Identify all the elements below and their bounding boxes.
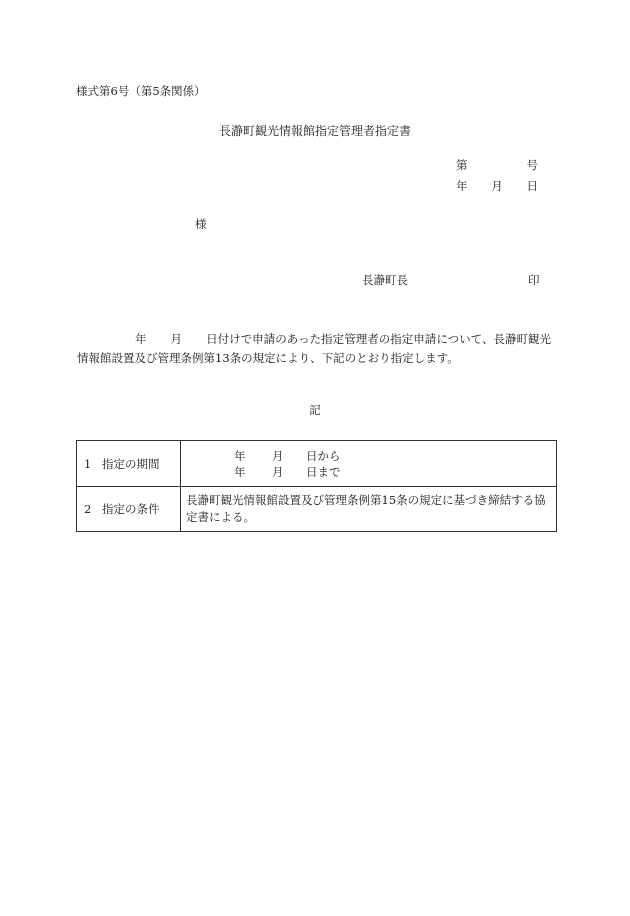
row-number: 1 — [84, 456, 92, 471]
period-cell — [181, 441, 557, 487]
period-start-month: 月 — [272, 448, 284, 463]
form-number: 様式第6号（第5条関係） — [76, 84, 206, 98]
row-label — [77, 441, 181, 487]
document-title: 長瀞町観光情報館指定管理者指定書 — [218, 124, 411, 138]
body-month: 月 — [170, 332, 183, 346]
period-end-year: 年 — [234, 464, 246, 479]
condition-cell — [181, 487, 557, 532]
row-label — [77, 487, 181, 532]
table-row — [77, 487, 557, 532]
row-number: 2 — [84, 502, 92, 516]
body-text: 日付けで申請のあった指定管理者の指定申請について、長瀞町観光情報館設置及び管理条例第13条の規定により、下記のとおり指定します。 — [77, 332, 552, 365]
issuer-name: 長瀞町長 — [362, 273, 408, 287]
issue-date-day: 日 — [526, 179, 538, 193]
period-end — [181, 464, 556, 480]
period-end-month: 月 — [272, 464, 284, 479]
table-row — [77, 441, 557, 487]
issue-date-month: 月 — [491, 179, 503, 193]
conditions-table — [76, 440, 557, 532]
issue-number-prefix: 第 — [456, 158, 468, 172]
row-label-text: 指定の期間 — [102, 456, 160, 471]
body-year: 年 — [135, 332, 147, 346]
seal-mark: 印 — [528, 273, 540, 287]
period-start-year: 年 — [234, 448, 246, 463]
issue-number-suffix: 号 — [526, 158, 538, 172]
ki-heading: 記 — [309, 403, 321, 417]
period-end-day: 日まで — [306, 464, 341, 479]
issue-date-year: 年 — [456, 179, 468, 193]
body-paragraph — [77, 330, 551, 368]
issue-date — [456, 181, 538, 193]
period-start — [181, 448, 556, 464]
issue-number — [456, 160, 538, 172]
recipient-honorific: 様 — [195, 217, 207, 231]
row-label-text: 指定の条件 — [102, 502, 160, 516]
condition-text: 長瀞町観光情報館設置及び管理条例第15条の規定に基づき締結する協定書による。 — [186, 493, 546, 524]
period-start-day: 日から — [306, 448, 341, 463]
